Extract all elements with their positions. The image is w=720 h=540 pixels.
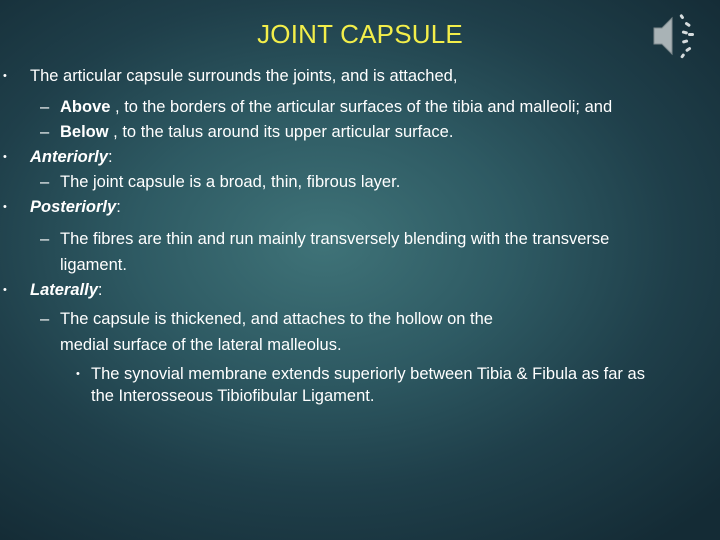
paragraph-anteriorly — [30, 147, 113, 167]
paragraph-posteriorly — [30, 197, 121, 217]
sub-item-posterior-fibres-line2: ligament. — [60, 256, 127, 274]
posteriorly-label: Posteriorly — [30, 198, 117, 216]
sub-item-lateral-capsule-line2: medial surface of the lateral malleolus. — [60, 336, 342, 354]
bullet-marker: • — [3, 151, 7, 163]
sub-item-below — [60, 122, 453, 142]
sub-item-above — [60, 97, 612, 117]
sub-item-posterior-fibres-line1: The fibres are thin and run mainly transversely blending with the transverse — [60, 230, 610, 248]
sub-item-lateral-capsule-line1: The capsule is thickened, and attaches to the hollow on the — [60, 310, 493, 328]
dash-marker: – — [40, 310, 50, 328]
bullet-marker: • — [3, 284, 7, 296]
dash-marker: – — [40, 230, 50, 248]
paragraph-articular-capsule: The articular capsule surrounds the joints, and is attached, — [30, 67, 458, 85]
sub-item-below-text: , to the talus around its upper articular surface. — [108, 123, 454, 141]
bullet-marker: • — [3, 201, 7, 213]
laterally-colon: : — [97, 281, 103, 299]
tertiary-item-synovial-line1: The synovial membrane extends superiorly between Tibia & Fibula as far as — [91, 365, 645, 383]
bullet-marker: • — [3, 70, 7, 82]
posteriorly-colon: : — [116, 198, 121, 216]
bullet-marker: • — [76, 368, 80, 380]
sub-item-above-text: , to the borders of the articular surfaces of the tibia and malleoli; and — [110, 98, 613, 116]
anteriorly-colon: : — [107, 148, 113, 166]
slide-title: JOINT CAPSULE — [257, 19, 463, 49]
speaker-audio-icon[interactable] — [648, 13, 700, 59]
tertiary-item-synovial-line2: the Interosseous Tibiofibular Ligament. — [91, 387, 375, 405]
sub-item-above-label: Above — [60, 98, 111, 116]
dash-marker: – — [40, 98, 50, 116]
sub-item-anterior-capsule: The joint capsule is a broad, thin, fibrous layer. — [60, 173, 401, 191]
anteriorly-label: Anteriorly — [30, 148, 108, 166]
dash-marker: – — [40, 173, 50, 191]
dash-marker: – — [40, 123, 50, 141]
laterally-label: Laterally — [30, 281, 98, 299]
paragraph-laterally — [30, 280, 102, 300]
sub-item-below-label: Below — [60, 123, 109, 141]
